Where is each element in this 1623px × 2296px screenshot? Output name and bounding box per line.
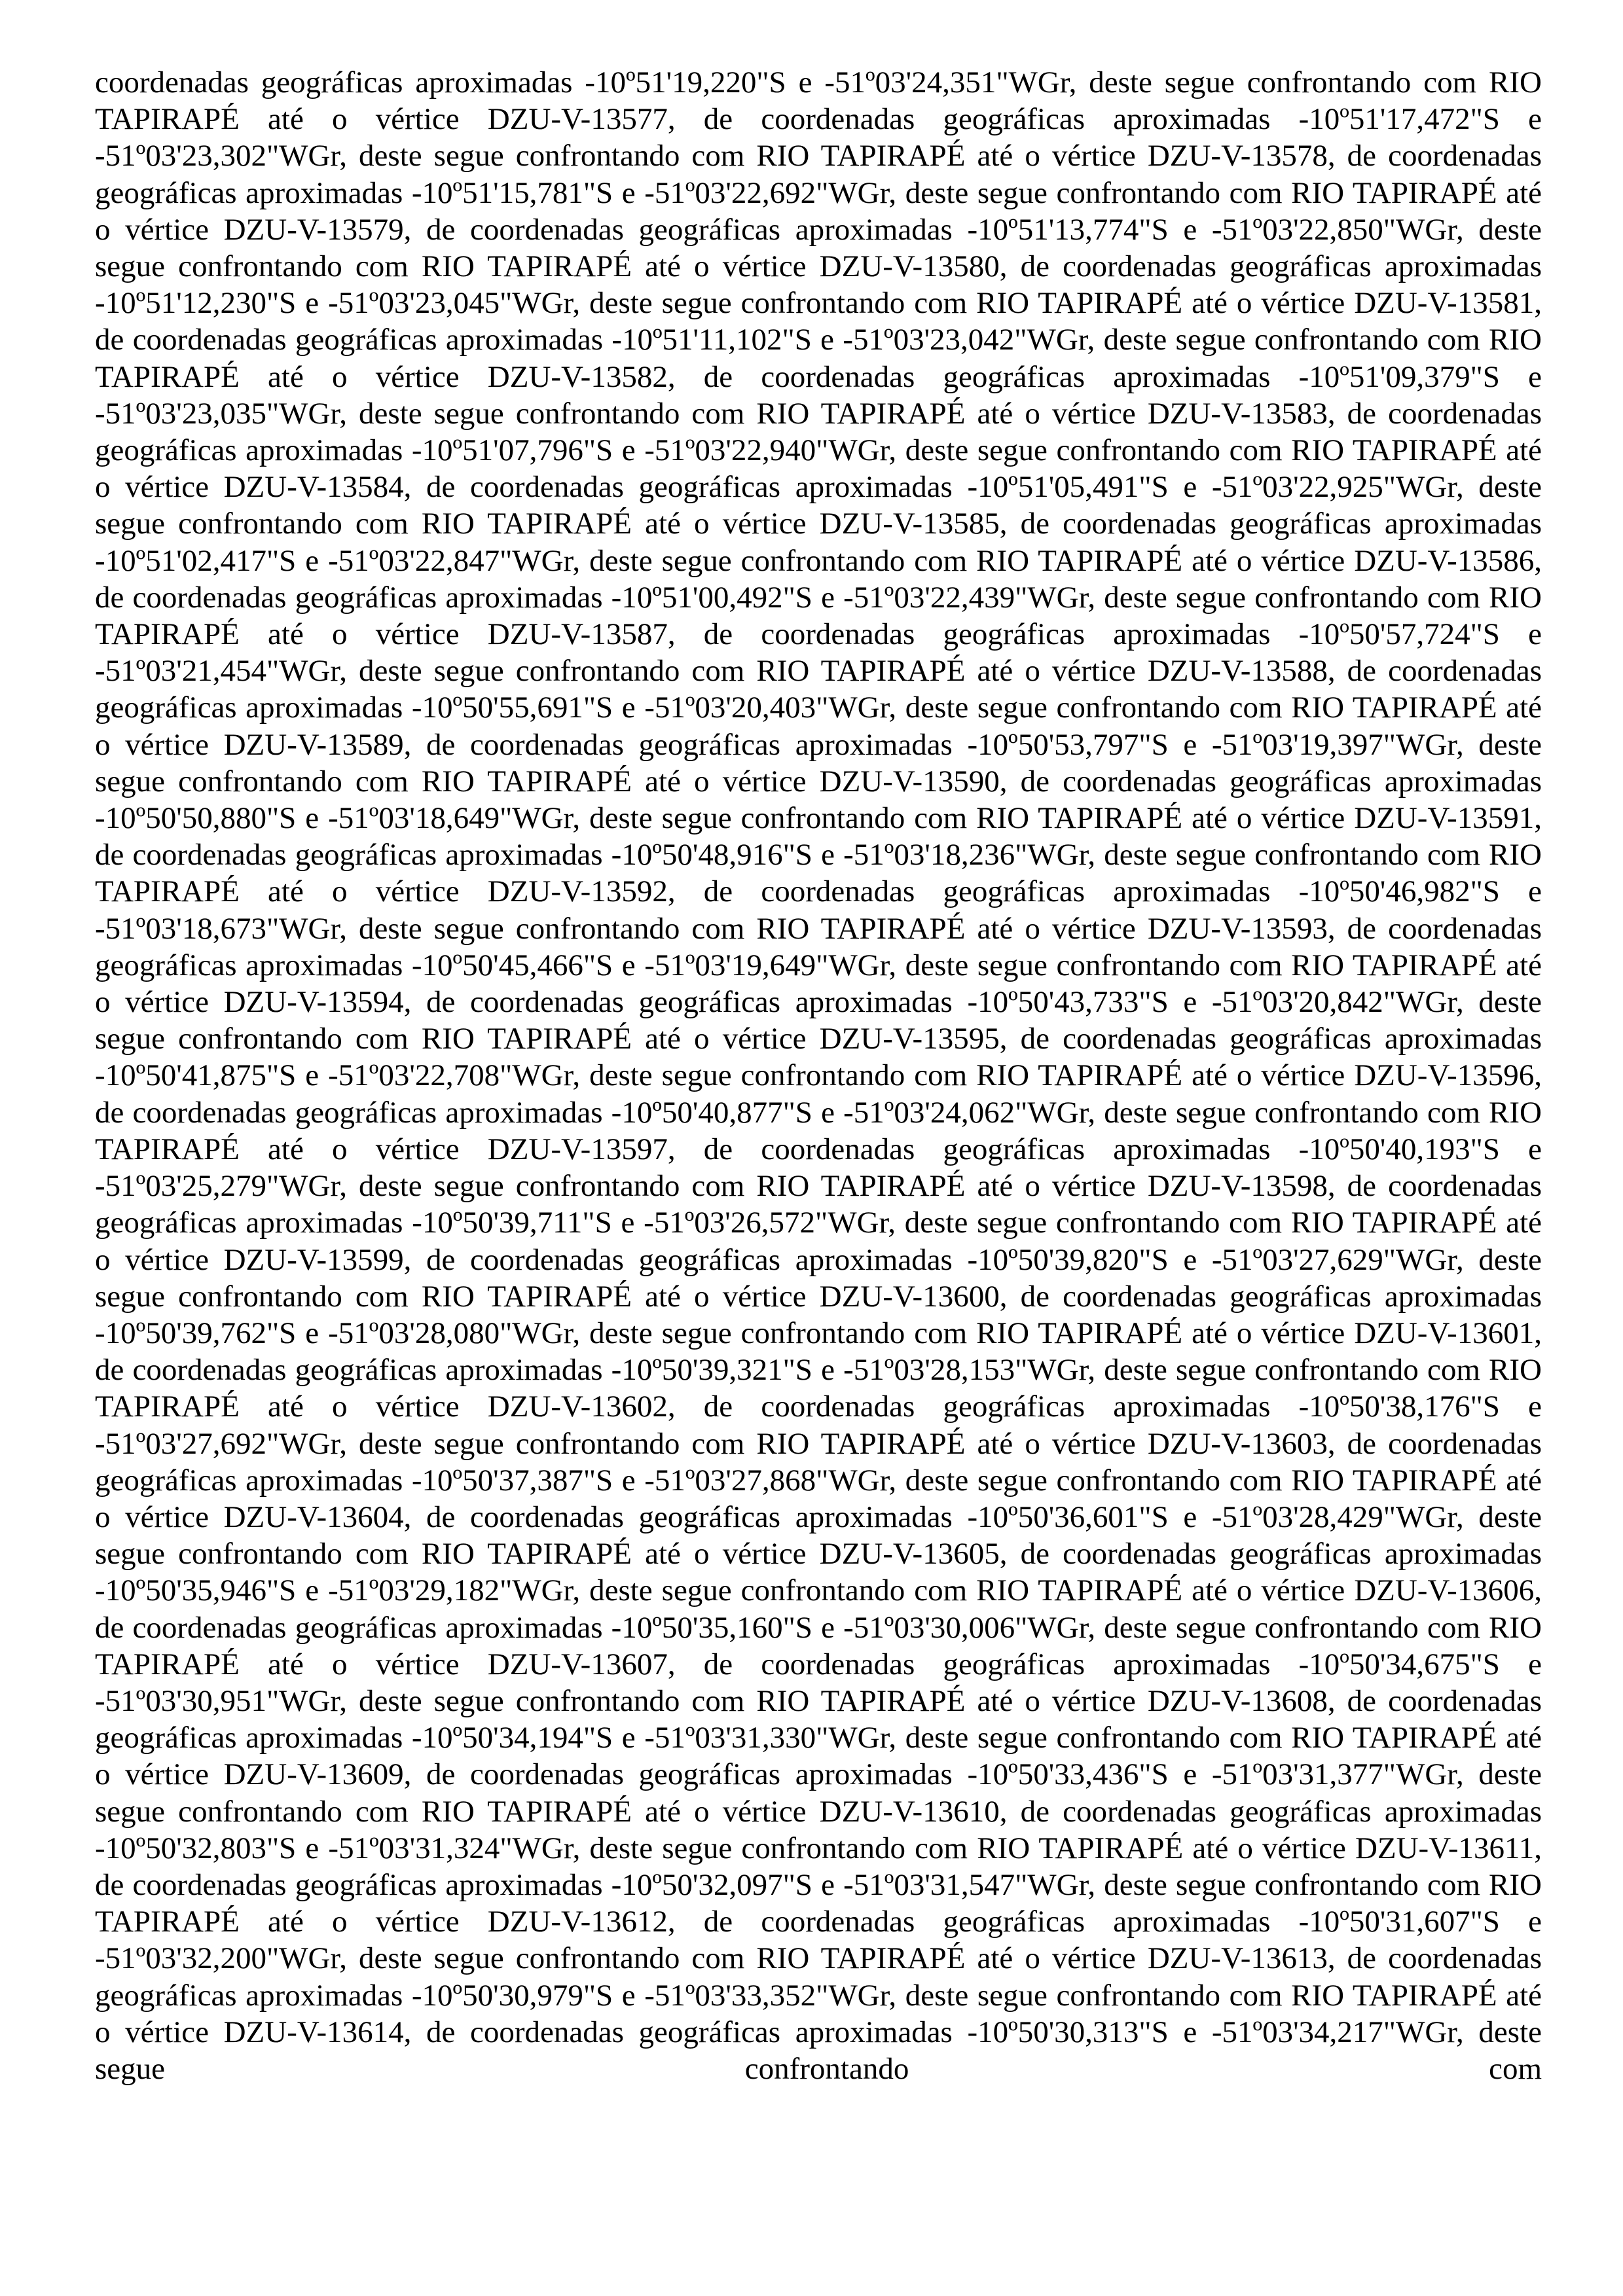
boundary-description-paragraph: coordenadas geográficas aproximadas -10º51'19,220"S e -51º03'24,351"WGr, deste segue confrontando com RIO TAPIRAPÉ até o vértice DZU-V-13577, de coordenadas geográficas aproximadas -10º51'17,472"S e -51º03'23,302"WGr, deste segue confrontando com RIO TAPIRAPÉ até o vértice DZU-V-13578, de coordenadas geográficas aproximadas -10º51'15,781"S e -51º03'22,692"WGr, deste segue confrontando com RIO TAPIRAPÉ até o vértice DZU-V-13579, de coordenadas geográficas aproximadas -10º51'13,774"S e -51º03'22,850"WGr, deste segue confrontando com RIO TAPIRAPÉ até o vértice DZU-V-13580, de coordenadas geográficas aproximadas -10º51'12,230"S e -51º03'23,045"WGr, deste segue confrontando com RIO TAPIRAPÉ até o vértice DZU-V-13581, de coordenadas geográficas aproximadas -10º51'11,102"S e -51º03'23,042"WGr, deste segue confrontando com RIO TAPIRAPÉ até o vértice DZU-V-13582, de coordenadas geográficas aproximadas -10º51'09,379"S e -51º03'23,035"WGr, deste segue confrontando com RIO TAPIRAPÉ até o vértice DZU-V-13583, de coordenadas geográficas aproximadas -10º51'07,796"S e -51º03'22,940"WGr, deste segue confrontando com RIO TAPIRAPÉ até o vértice DZU-V-13584, de coordenadas geográficas aproximadas -10º51'05,491"S e -51º03'22,925"WGr, deste segue confrontando com RIO TAPIRAPÉ até o vértice DZU-V-13585, de coordenadas geográficas aproximadas -10º51'02,417"S e -51º03'22,847"WGr, deste segue confrontando com RIO TAPIRAPÉ até o vértice DZU-V-13586, de coordenadas geográficas aproximadas -10º51'00,492"S e -51º03'22,439"WGr, deste segue confrontando com RIO TAPIRAPÉ até o vértice DZU-V-13587, de coordenadas geográficas aproximadas -10º50'57,724"S e -51º03'21,454"WGr, deste segue confrontando com RIO TAPIRAPÉ até o vértice DZU-V-13588, de coordenadas geográficas aproximadas -10º50'55,691"S e -51º03'20,403"WGr, deste segue confrontando com RIO TAPIRAPÉ até o vértice DZU-V-13589, de coordenadas geográficas aproximadas -10º50'53,797"S e -51º03'19,397"WGr, deste segue confrontando com RIO TAPIRAPÉ até o vértice DZU-V-13590, de coordenadas geográficas aproximadas -10º50'50,880"S e -51º03'18,649"WGr, deste segue confrontando com RIO TAPIRAPÉ até o vértice DZU-V-13591, de coordenadas geográficas aproximadas -10º50'48,916"S e -51º03'18,236"WGr, deste segue confrontando com RIO TAPIRAPÉ até o vértice DZU-V-13592, de coordenadas geográficas aproximadas -10º50'46,982"S e -51º03'18,673"WGr, deste segue confrontando com RIO TAPIRAPÉ até o vértice DZU-V-13593, de coordenadas geográficas aproximadas -10º50'45,466"S e -51º03'19,649"WGr, deste segue confrontando com RIO TAPIRAPÉ até o vértice DZU-V-13594, de coordenadas geográficas aproximadas -10º50'43,733"S e -51º03'20,842"WGr, deste segue confrontando com RIO TAPIRAPÉ até o vértice DZU-V-13595, de coordenadas geográficas aproximadas -10º50'41,875"S e -51º03'22,708"WGr, deste segue confrontando com RIO TAPIRAPÉ até o vértice DZU-V-13596, de coordenadas geográficas aproximadas -10º50'40,877"S e -51º03'24,062"WGr, deste segue confrontando com RIO TAPIRAPÉ até o vértice DZU-V-13597, de coordenadas geográficas aproximadas -10º50'40,193"S e -51º03'25,279"WGr, deste segue confrontando com RIO TAPIRAPÉ até o vértice DZU-V-13598, de coordenadas geográficas aproximadas -10º50'39,711"S e -51º03'26,572"WGr, deste segue confrontando com RIO TAPIRAPÉ até o vértice DZU-V-13599, de coordenadas geográficas aproximadas -10º50'39,820"S e -51º03'27,629"WGr, deste segue confrontando com RIO TAPIRAPÉ até o vértice DZU-V-13600, de coordenadas geográficas aproximadas -10º50'39,762"S e -51º03'28,080"WGr, deste segue confrontando com RIO TAPIRAPÉ até o vértice DZU-V-13601, de coordenadas geográficas aproximadas -10º50'39,321"S e -51º03'28,153"WGr, deste segue confrontando com RIO TAPIRAPÉ até o vértice DZU-V-13602, de coordenadas geográficas aproximadas -10º50'38,176"S e -51º03'27,692"WGr, deste segue confrontando com RIO TAPIRAPÉ até o vértice DZU-V-13603, de coordenadas geográficas aproximadas -10º50'37,387"S e -51º03'27,868"WGr, deste segue confrontando com RIO TAPIRAPÉ até o vértice DZU-V-13604, de coordenadas geográficas aproximadas -10º50'36,601"S e -51º03'28,429"WGr, deste segue confrontando com RIO TAPIRAPÉ até o vértice DZU-V-13605, de coordenadas geográficas aproximadas -10º50'35,946"S e -51º03'29,182"WGr, deste segue confrontando com RIO TAPIRAPÉ até o vértice DZU-V-13606, de coordenadas geográficas aproximadas -10º50'35,160"S e -51º03'30,006"WGr, deste segue confrontando com RIO TAPIRAPÉ até o vértice DZU-V-13607, de coordenadas geográficas aproximadas -10º50'34,675"S e -51º03'30,951"WGr, deste segue confrontando com RIO TAPIRAPÉ até o vértice DZU-V-13608, de coordenadas geográficas aproximadas -10º50'34,194"S e -51º03'31,330"WGr, deste segue confrontando com RIO TAPIRAPÉ até o vértice DZU-V-13609, de coordenadas geográficas aproximadas -10º50'33,436"S e -51º03'31,377"WGr, deste segue confrontando com RIO TAPIRAPÉ até o vértice DZU-V-13610, de coordenadas geográficas aproximadas -10º50'32,803"S e -51º03'31,324"WGr, deste segue confrontando com RIO TAPIRAPÉ até o vértice DZU-V-13611, de coordenadas geográficas aproximadas -10º50'32,097"S e -51º03'31,547"WGr, deste segue confrontando com RIO TAPIRAPÉ até o vértice DZU-V-13612, de coordenadas geográficas aproximadas -10º50'31,607"S e -51º03'32,200"WGr, deste segue confrontando com RIO TAPIRAPÉ até o vértice DZU-V-13613, de coordenadas geográficas aproximadas -10º50'30,979"S e -51º03'33,352"WGr, deste segue confrontando com RIO TAPIRAPÉ até o vértice DZU-V-13614, de coordenadas geográficas aproximadas -10º50'30,313"S e -51º03'34,217"WGr, deste segue confrontando com	[95, 65, 1542, 2086]
